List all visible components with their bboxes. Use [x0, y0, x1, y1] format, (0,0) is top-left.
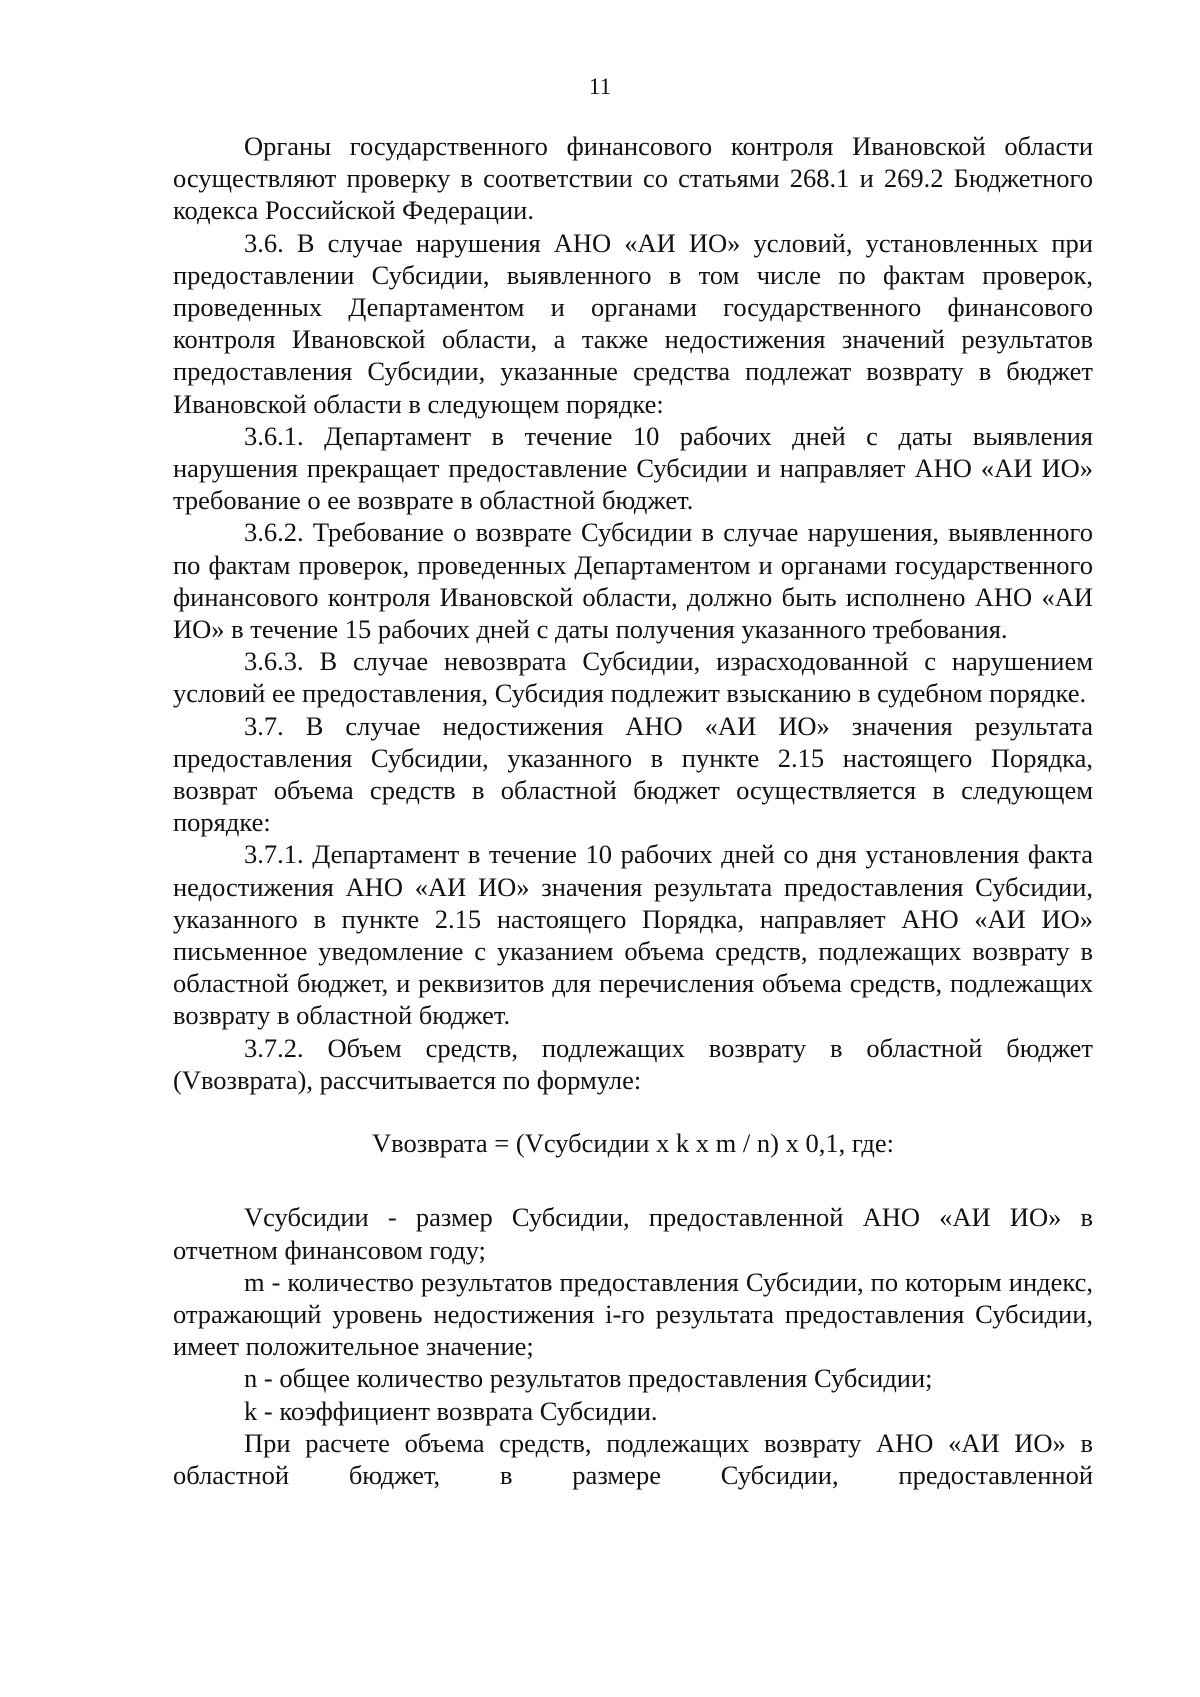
paragraph-3-6-1: 3.6.1. Департамент в течение 10 рабочих дней с даты выявления нарушения прекращает предоставление Субсидии и направляет АНО «АИ ИО» требование о ее возврате в областной бюджет.	[173, 420, 1093, 516]
paragraph-3-7: 3.7. В случае недостижения АНО «АИ ИО» значения результата предоставления Субсидии, указанного в пункте 2.15 настоящего Порядка, возврат объема средств в областной бюджет осуществляется в следующем порядке:	[173, 710, 1093, 838]
definition-n: n - общее количество результатов предоставления Субсидии;	[244, 1363, 933, 1394]
paragraph-3-6: 3.6. В случае нарушения АНО «АИ ИО» условий, установленных при предоставлении Субсидии, выявленного в том числе по фактам проверок, проведенных Департаментом и органами государственного финансового контроля Ивановской области, а также недостижения значений результатов предоставления Субсидии, указанные средства подлежат возврату в бюджет Ивановской области в следующем порядке:	[173, 227, 1093, 419]
paragraph-3-6-3: 3.6.3. В случае невозврата Субсидии, израсходованной с нарушением условий ее предоставления, Субсидия подлежит взысканию в судебном порядке.	[173, 646, 1093, 709]
paragraph-3-7-2: 3.7.2. Объем средств, подлежащих возврату в областной бюджет (Vвозврата), рассчитывается по формуле:	[173, 1032, 1093, 1095]
paragraph-control-bodies: Органы государственного финансового контроля Ивановской области осуществляют проверку в соответствии со статьями 268.1 и 269.2 Бюджетного кодекса Российской Федерации.	[173, 131, 1093, 226]
paragraph-3-6-2: 3.6.2. Требование о возврате Субсидии в случае нарушения, выявленного по фактам проверок, проведенных Департаментом и органами государственного финансового контроля Ивановской области, должно быть исполнено АНО «АИ ИО» в течение 15 рабочих дней с даты получения указанного требования.	[173, 517, 1093, 645]
paragraph-3-7-1: 3.7.1. Департамент в течение 10 рабочих дней со дня установления факта недостижения АНО «АИ ИО» значения результата предоставления Субсидии, указанного в пункте 2.15 настоящего Порядка, направляет АНО «АИ ИО» письменное уведомление с указанием объема средств, подлежащих возврату в областной бюджет, и реквизитов для перечисления объема средств, подлежащих возврату в областной бюджет.	[173, 839, 1093, 1031]
definition-m: m - количество результатов предоставления Субсидии, по которым индекс, отражающий уровень недостижения i-го результата предоставления Субсидии, имеет положительное значение;	[173, 1266, 1093, 1362]
paragraph-calculation: При расчете объема средств, подлежащих возврату АНО «АИ ИО» в областной бюджет, в размере Субсидии, предоставленной	[173, 1427, 1093, 1490]
definition-k: k - коэффициент возврата Субсидии.	[244, 1395, 658, 1426]
page-number: 11	[588, 74, 612, 99]
formula: Vвозврата = (Vсубсидии x k x m / n) x 0,1, где:	[371, 1128, 895, 1159]
document-body	[173, 130, 1093, 1491]
definition-v-subsidy: Vсубсидии - размер Субсидии, предоставленной АНО «АИ ИО» в отчетном финансовом году;	[173, 1202, 1093, 1265]
